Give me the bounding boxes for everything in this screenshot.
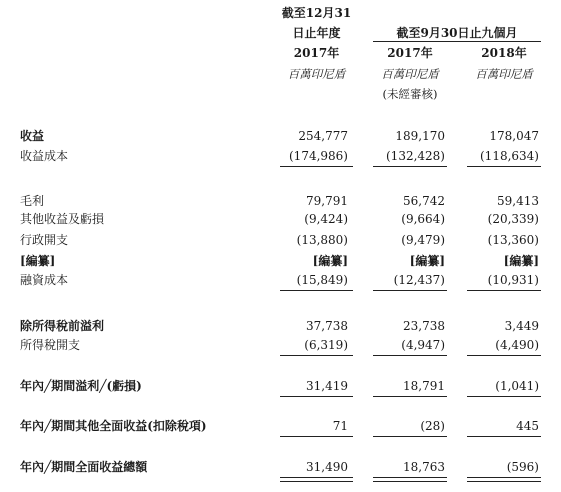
cell-value: (13,880) bbox=[296, 233, 348, 247]
subtotal-rule bbox=[373, 436, 447, 437]
subtotal-rule bbox=[373, 290, 447, 291]
row-label: 除所得稅前溢利 bbox=[20, 319, 105, 333]
cell-value: (4,947) bbox=[401, 338, 445, 352]
cell-value: (9,479) bbox=[401, 233, 445, 247]
row-label: 年內╱期間溢利╱(虧損) bbox=[20, 379, 142, 393]
cell-value: (9,664) bbox=[401, 212, 445, 226]
header-year-col2: 2017年 bbox=[387, 46, 433, 60]
subtotal-rule bbox=[280, 355, 353, 356]
cell-value: 18,763 bbox=[403, 460, 445, 474]
subtotal-rule bbox=[467, 166, 541, 167]
cell-value: (118,634) bbox=[480, 149, 539, 163]
subtotal-rule bbox=[280, 436, 353, 437]
subtotal-rule bbox=[280, 166, 353, 167]
subtotal-rule bbox=[373, 355, 447, 356]
cell-value: [編纂] bbox=[503, 254, 539, 268]
subtotal-rule bbox=[467, 396, 541, 397]
table-row-gross-profit bbox=[0, 193, 561, 209]
header-unaudited: (未經審核) bbox=[382, 87, 438, 101]
cell-value: 37,738 bbox=[306, 319, 348, 333]
cell-value: (174,986) bbox=[289, 149, 348, 163]
subtotal-rule bbox=[373, 396, 447, 397]
cell-value: (1,041) bbox=[495, 379, 539, 393]
table-row-redacted bbox=[0, 253, 561, 269]
cell-value: (13,360) bbox=[487, 233, 539, 247]
row-label: 所得稅開支 bbox=[20, 338, 81, 352]
cell-value: (15,849) bbox=[296, 273, 348, 287]
table-row-other-gains-losses bbox=[0, 211, 561, 227]
header-year-col3: 2018年 bbox=[481, 46, 527, 60]
row-label: 收益 bbox=[20, 129, 45, 143]
cell-value: (10,931) bbox=[487, 273, 539, 287]
cell-value: (6,319) bbox=[304, 338, 348, 352]
row-label: 年內╱期間全面收益總額 bbox=[20, 460, 148, 474]
cell-value: (9,424) bbox=[304, 212, 348, 226]
cell-value: 3,449 bbox=[504, 319, 539, 333]
table-row-total-comprehensive-income bbox=[0, 459, 561, 475]
cell-value: 178,047 bbox=[489, 129, 539, 143]
cell-value: 254,777 bbox=[298, 129, 348, 143]
row-label: 其他收益及虧損 bbox=[20, 212, 105, 226]
header-unit-col1: 百萬印尼盾 bbox=[287, 67, 346, 81]
subtotal-rule bbox=[467, 355, 541, 356]
subtotal-rule bbox=[467, 290, 541, 291]
cell-value: [編纂] bbox=[409, 254, 445, 268]
row-label: 融資成本 bbox=[20, 273, 69, 287]
table-row-admin-expenses bbox=[0, 232, 561, 248]
header-year-col1: 2017年 bbox=[293, 46, 340, 60]
header-unit-col3: 百萬印尼盾 bbox=[475, 67, 533, 81]
cell-value: (28) bbox=[420, 419, 445, 433]
subtotal-rule bbox=[467, 436, 541, 437]
subtotal-rule bbox=[280, 396, 353, 397]
header-nine-months: 截至9月30日止九個月 bbox=[396, 26, 518, 40]
cell-value: 31,419 bbox=[306, 379, 348, 393]
cell-value: 31,490 bbox=[306, 460, 348, 474]
header-year-ended-line1: 截至12月31 bbox=[281, 6, 352, 20]
row-label: 毛利 bbox=[20, 194, 45, 208]
row-label: 收益成本 bbox=[20, 149, 69, 163]
table-row-revenue bbox=[0, 128, 561, 144]
header-nine-months-rule bbox=[373, 41, 541, 42]
subtotal-rule bbox=[280, 290, 353, 291]
row-label: 行政開支 bbox=[20, 233, 69, 247]
table-row-period-profit bbox=[0, 378, 561, 394]
cell-value: 189,170 bbox=[395, 129, 445, 143]
header-unit-col2: 百萬印尼盾 bbox=[381, 67, 439, 81]
table-row-profit-before-tax bbox=[0, 318, 561, 334]
total-double-rule bbox=[280, 477, 353, 482]
table-row-income-tax bbox=[0, 337, 561, 353]
cell-value: 71 bbox=[332, 419, 348, 433]
cell-value: (12,437) bbox=[393, 273, 445, 287]
total-double-rule bbox=[373, 477, 447, 482]
cell-value: 23,738 bbox=[403, 319, 445, 333]
row-label: [編纂] bbox=[20, 254, 56, 268]
table-row-other-comprehensive-income bbox=[0, 418, 561, 434]
total-double-rule bbox=[467, 477, 541, 482]
row-label: 年內╱期間其他全面收益(扣除稅項) bbox=[20, 419, 207, 433]
cell-value: 445 bbox=[516, 419, 539, 433]
cell-value: 18,791 bbox=[403, 379, 445, 393]
cell-value: [編纂] bbox=[312, 254, 348, 268]
subtotal-rule bbox=[373, 166, 447, 167]
cell-value: (4,490) bbox=[495, 338, 539, 352]
cell-value: (20,339) bbox=[487, 212, 539, 226]
cell-value: (132,428) bbox=[386, 149, 445, 163]
table-row-finance-costs bbox=[0, 272, 561, 288]
cell-value: 59,413 bbox=[497, 194, 539, 208]
table-row-cost-of-revenue bbox=[0, 148, 561, 164]
cell-value: 56,742 bbox=[403, 194, 445, 208]
header-year-ended-line2: 日止年度 bbox=[292, 26, 341, 40]
cell-value: (596) bbox=[506, 460, 539, 474]
cell-value: 79,791 bbox=[306, 194, 348, 208]
